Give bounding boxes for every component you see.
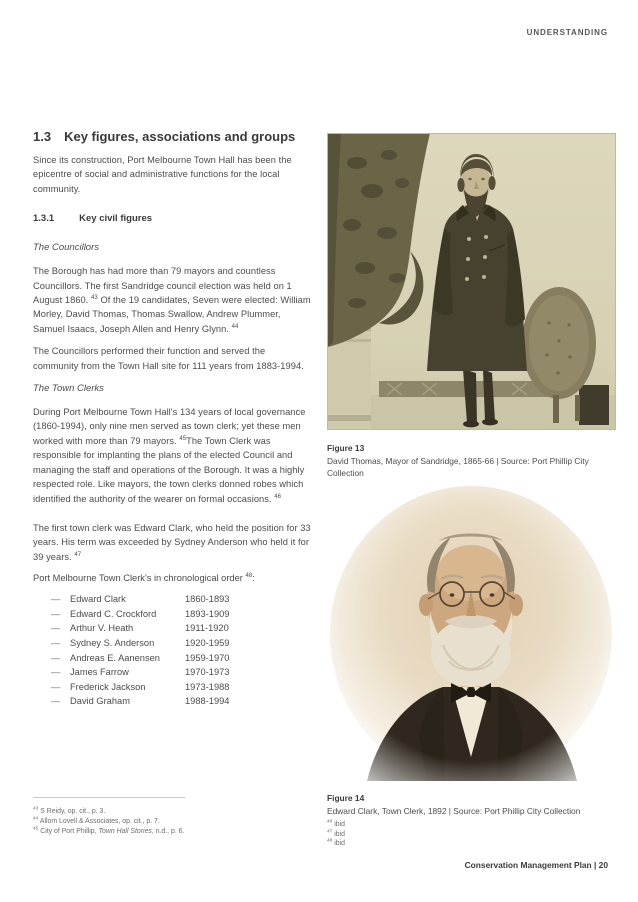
list-dash: —: [51, 594, 61, 605]
paragraph-text: Port Melbourne Town Clerk's in chronological order: [33, 573, 246, 584]
councillors-paragraph-1: [33, 264, 313, 336]
list-dash: —: [51, 681, 61, 692]
intro-paragraph: Since its construction, Port Melbourne Town Hall has been the epicentre of social and administrative functions for the local community.: [33, 155, 292, 194]
footnote-43: [33, 807, 313, 817]
list-dash: —: [51, 608, 61, 619]
figure-14: [327, 793, 616, 818]
clerk-list-item: [33, 665, 313, 680]
footnote-45: [33, 827, 313, 837]
footnote-number: 45: [33, 826, 39, 832]
footnote-48: [327, 839, 616, 849]
figure-14-caption: Edward Clark, Town Clerk, 1892 | Source: Port Phillip City Collection: [327, 806, 581, 817]
figure-14-figcaption: [327, 793, 616, 818]
clerks-paragraph-2: [33, 521, 313, 564]
figure-13-photo: [327, 133, 616, 430]
section-title: Key figures, associations and groups: [64, 129, 296, 144]
right-column: [327, 133, 616, 849]
figure-13-caption: David Thomas, Mayor of Sandridge, 1865-66 | Source: Port Phillip City Collection: [327, 456, 589, 478]
figure-14-photo: [327, 485, 616, 783]
left-column: [33, 129, 313, 709]
footnotes-block: [33, 797, 313, 836]
clerk-name: Frederick Jackson: [70, 681, 146, 692]
footnote-text: , n.d., p. 6.: [151, 827, 185, 835]
clerk-name: Edward Clark: [70, 594, 126, 605]
subsection-heading: [33, 213, 313, 225]
clerk-list-item: [33, 636, 313, 651]
figure-14-label: Figure 14: [327, 793, 365, 804]
clerk-list-item: [33, 680, 313, 695]
footnote-44: [33, 817, 313, 827]
footnote-number: 44: [33, 816, 39, 822]
footnote-italic-text: Town Hall Stories: [98, 827, 152, 835]
list-dash: —: [51, 623, 61, 634]
clerk-years: 1920-1959: [185, 637, 230, 648]
clerk-years: 1911-1920: [185, 623, 229, 634]
paragraph-text: The Town Clerk was responsible for implanting the plans of the elected Council and managing the staff and operations of the Borough. It was a highly respected role. Like mayors, the town clerks donned robes which identified the authority of the wearer on formal occasions.: [33, 435, 305, 504]
list-dash: —: [51, 667, 61, 678]
subsection-number: 1.3.1: [33, 213, 55, 225]
footnote-number: 43: [33, 806, 39, 812]
figure-14-footnotes: [327, 820, 616, 849]
footnote-text: ibid: [334, 830, 345, 838]
clerk-years: 1959-1970: [185, 652, 230, 663]
clerk-name: Sydney S. Anderson: [70, 637, 155, 648]
clerk-years: 1893-1909: [185, 608, 230, 619]
footnote-text: ibid: [334, 820, 345, 828]
clerk-name: Arthur V. Heath: [70, 623, 134, 634]
figure-13-figcaption: [327, 443, 616, 479]
councillors-heading: The Councillors: [33, 242, 99, 254]
clerk-name: James Farrow: [70, 667, 129, 678]
footnote-number: 48: [327, 839, 333, 845]
footnote-text: City of Port Phillip,: [40, 827, 99, 835]
footnote-ref-43: 43: [91, 294, 98, 301]
list-dash: —: [51, 637, 61, 648]
clerk-name: Edward C. Crockford: [70, 608, 157, 619]
paragraph-text: :: [252, 573, 255, 584]
list-dash: —: [51, 696, 61, 707]
footnote-text: Allom Lovell & Associates, op. cit., p. 7.: [39, 817, 160, 825]
footnote-ref-44: 44: [231, 323, 239, 330]
footnote-ref-48: 48: [245, 573, 253, 580]
clerks-paragraph-1: [33, 405, 313, 506]
clerk-list-item: [33, 592, 313, 607]
paragraph-text: Of the 19 candidates, Seven were elected: William Morley, David Thomas, Thomas Swallow, Andrew Plummer, Samuel Isaacs, Joseph Allen and Henry Glynn.: [33, 295, 311, 334]
councillors-paragraph-2: The Councillors performed their function and served the community from the Town Hall site for 111 years from 1883-1994.: [33, 346, 304, 371]
figure-13-label: Figure 13: [327, 443, 365, 453]
clerk-list-item: [33, 694, 313, 709]
figure-13: [327, 443, 616, 479]
clerk-years: 1970-1973: [185, 667, 230, 678]
footnote-text: ibid: [334, 840, 345, 848]
clerk-list-item: [33, 651, 313, 666]
clerk-list: [33, 592, 313, 709]
footnote-number: 46: [327, 819, 333, 825]
clerk-years: 1860-1893: [185, 594, 230, 605]
paragraph-text: During Port Melbourne Town Hall's 134 years of local governance (1860-1994), only nine men served as town clerk; yet these men worked with more than 79 mayors.: [33, 407, 306, 446]
town-clerks-heading: The Town Clerks: [33, 383, 104, 395]
footnote-ref-47: 47: [74, 551, 82, 558]
clerk-years: 1988-1994: [185, 696, 230, 707]
list-dash: —: [51, 652, 61, 663]
paragraph-text: The first town clerk was Edward Clark, who held the position for 33 years. His term was exceeded by Sydney Anderson who held it for 39 years.: [33, 522, 311, 562]
footnote-number: 47: [327, 829, 333, 835]
footnote-text: S Reidy, op. cit., p. 3.: [40, 808, 106, 815]
footnote-divider: [33, 797, 185, 798]
clerk-name: Andreas E. Aanensen: [70, 652, 160, 663]
clerk-name: David Graham: [70, 696, 130, 707]
section-number: 1.3: [33, 129, 52, 144]
clerk-list-item: [33, 607, 313, 622]
clerk-years: 1973-1988: [185, 681, 230, 692]
footnote-47: [327, 830, 616, 840]
footnote-ref-45: 45: [179, 435, 187, 442]
clerk-list-item: [33, 621, 313, 636]
clerk-list-intro: [33, 571, 313, 585]
subsection-title: Key civil figures: [79, 213, 153, 225]
page-footer: Conservation Management Plan | 20: [464, 860, 608, 870]
footnote-46: [327, 820, 616, 830]
footnote-ref-46: 46: [274, 493, 282, 500]
section-heading: [33, 129, 313, 144]
paragraph-text: The Borough has had more than 79 mayors and countless Councillors. The first Sandridge council election was held on 1 August 1860.: [33, 266, 292, 306]
page-header-label: UNDERSTANDING: [526, 28, 608, 37]
